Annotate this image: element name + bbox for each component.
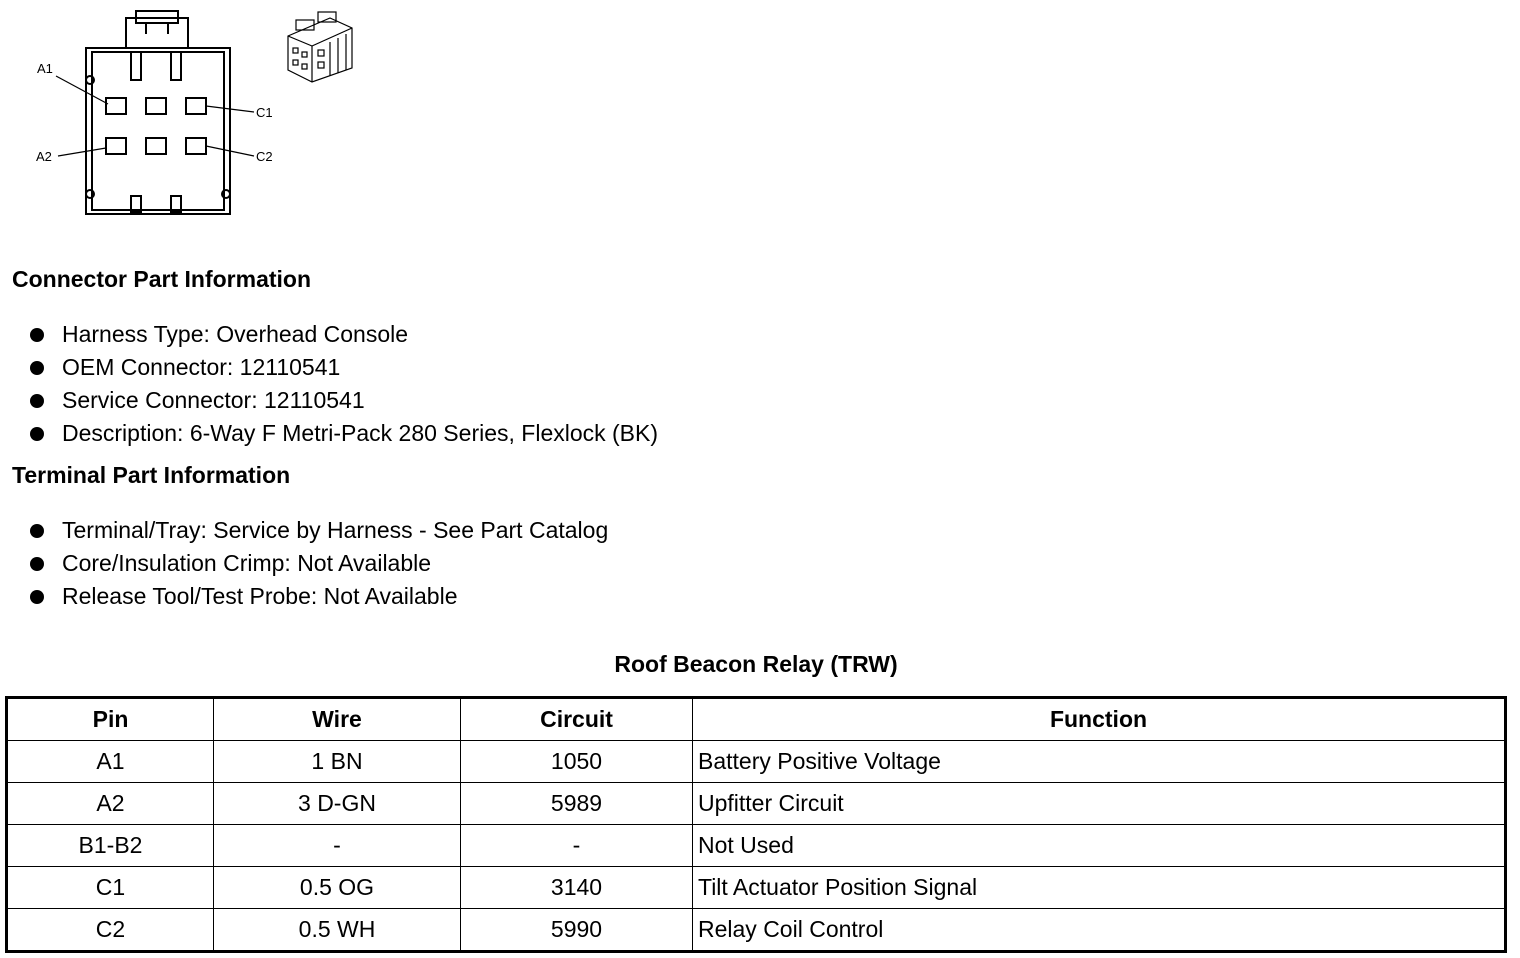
cavity-c2 — [186, 138, 206, 154]
cell-circuit: 1050 — [461, 741, 693, 783]
table-row — [7, 741, 1506, 783]
bullet-icon — [30, 328, 44, 342]
cell-circuit: 5989 — [461, 783, 693, 825]
cell-wire: 0.5 OG — [214, 867, 461, 909]
table-row — [7, 867, 1506, 909]
table-title: Roof Beacon Relay (TRW) — [614, 651, 898, 677]
cavity-c1 — [186, 98, 206, 114]
bullet-icon — [30, 590, 44, 604]
column-header-circuit: Circuit — [461, 698, 693, 741]
list-item-text: Release Tool/Test Probe: Not Available — [62, 583, 458, 609]
cell-function: Tilt Actuator Position Signal — [693, 867, 1506, 909]
bullet-icon — [30, 557, 44, 571]
connector-info-heading: Connector Part Information — [12, 266, 312, 292]
list-item — [30, 351, 658, 384]
terminal-info-heading: Terminal Part Information — [12, 462, 291, 488]
pin-label-c2: C2 — [256, 149, 273, 164]
cell-circuit: 3140 — [461, 867, 693, 909]
cell-circuit: 5990 — [461, 909, 693, 952]
cavity-b2 — [146, 138, 166, 154]
terminal-info-list — [30, 514, 608, 613]
cell-pin: C1 — [7, 867, 214, 909]
cell-circuit: - — [461, 825, 693, 867]
cell-pin: B1-B2 — [7, 825, 214, 867]
cell-pin: A2 — [7, 783, 214, 825]
list-item — [30, 547, 608, 580]
connector-info-list — [30, 318, 658, 450]
list-item — [30, 580, 608, 613]
pinout-table — [5, 696, 1507, 953]
list-item-text: Harness Type: Overhead Console — [62, 321, 409, 347]
column-header-wire: Wire — [214, 698, 461, 741]
list-item-text: Description: 6-Way F Metri-Pack 280 Series, Flexlock (BK) — [62, 420, 659, 446]
table-header-row — [7, 698, 1506, 741]
bullet-icon — [30, 524, 44, 538]
list-item-text: Core/Insulation Crimp: Not Available — [62, 550, 432, 576]
connector-body — [86, 48, 230, 214]
cell-function: Battery Positive Voltage — [693, 741, 1506, 783]
list-item — [30, 417, 658, 450]
bullet-icon — [30, 394, 44, 408]
connector-thumbnail — [288, 12, 352, 82]
pin-label-c1: C1 — [256, 105, 273, 120]
list-item-text: Service Connector: 12110541 — [62, 387, 365, 413]
cell-function: Relay Coil Control — [693, 909, 1506, 952]
cell-function: Upfitter Circuit — [693, 783, 1506, 825]
cell-wire: 0.5 WH — [214, 909, 461, 952]
cavity-a1 — [106, 98, 126, 114]
cell-pin: C2 — [7, 909, 214, 952]
connector-latch — [126, 11, 188, 48]
pin-label-a2: A2 — [36, 149, 52, 164]
bullet-icon — [30, 361, 44, 375]
cell-function: Not Used — [693, 825, 1506, 867]
list-item — [30, 384, 658, 417]
cavity-b1 — [146, 98, 166, 114]
table-row — [7, 825, 1506, 867]
table-row — [7, 783, 1506, 825]
cell-wire: - — [214, 825, 461, 867]
column-header-pin: Pin — [7, 698, 214, 741]
list-item-text: OEM Connector: 12110541 — [62, 354, 341, 380]
table-row — [7, 909, 1506, 952]
list-item — [30, 514, 608, 547]
list-item-text: Terminal/Tray: Service by Harness - See Part Catalog — [62, 517, 609, 543]
bullet-icon — [30, 427, 44, 441]
cell-pin: A1 — [7, 741, 214, 783]
column-header-function: Function — [693, 698, 1506, 741]
cell-wire: 3 D-GN — [214, 783, 461, 825]
cavity-a2 — [106, 138, 126, 154]
list-item — [30, 318, 658, 351]
pin-label-a1: A1 — [37, 61, 53, 76]
connector-diagram — [0, 0, 380, 230]
cell-wire: 1 BN — [214, 741, 461, 783]
